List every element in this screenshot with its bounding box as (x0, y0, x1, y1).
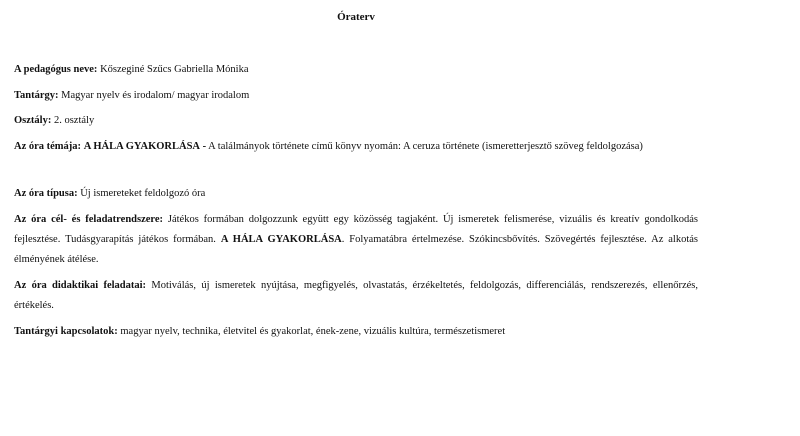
topic-label: Az óra témája: (14, 141, 82, 152)
goals-highlight: A HÁLA GYAKORLÁSA (220, 234, 342, 245)
topic-dash: - (202, 141, 207, 152)
type-row (14, 184, 698, 204)
page-title: Óraterv (337, 11, 375, 23)
topic-text: A találmányok története című könyv nyomán: A ceruza története (ismeretterjesztő szöveg feldolgozása) (208, 141, 643, 152)
type-value: Új ismereteket feldolgozó óra (80, 188, 206, 199)
goals-text1: Játékos formában dolgozzunk együtt egy közösség tagjaként. Új ismeretek felismerése, vizuális és kreatív gondolkodás fejlesztése. Tudásgyarapítás játékos formában. (14, 214, 699, 245)
goals-label: Az óra cél- és feladatrendszere: (14, 214, 164, 225)
subject-value: Magyar nyelv és irodalom/ magyar irodalom (61, 90, 250, 101)
connections-value: magyar nyelv, technika, életvitel és gyakorlat, ének-zene, vizuális kultúra, természetismeret (120, 326, 506, 337)
class-label: Osztály: (14, 115, 52, 126)
goals-text2: . Folyamatábra értelmezése. Szókincsbővítés. Szövegértés fejlesztése. Az alkotás élményének átélése. (14, 234, 699, 265)
topic-title: A HÁLA GYAKORLÁSA (83, 141, 200, 152)
connections-row (14, 322, 698, 342)
class-row (14, 111, 698, 131)
teacher-row (14, 60, 698, 80)
goals-row (14, 210, 698, 270)
topic-row (14, 137, 698, 157)
connections-label: Tantárgyi kapcsolatok: (14, 326, 118, 337)
subject-row (14, 86, 698, 106)
type-label: Az óra típusa: (14, 188, 78, 199)
didactic-value: Motiválás, új ismeretek nyújtása, megfigyelés, olvastatás, érzékeltetés, feldolgozás, differenciálás, rendszerezés, ellenőrzés, értékelés. (14, 280, 699, 311)
didactic-label: Az óra didaktikai feladatai: (14, 280, 147, 291)
subject-label: Tantárgy: (14, 90, 59, 101)
teacher-value: Kőszeginé Szűcs Gabriella Mónika (100, 64, 249, 75)
didactic-row (14, 276, 698, 316)
class-value: 2. osztály (53, 115, 95, 126)
teacher-label: A pedagógus neve: (14, 64, 98, 75)
